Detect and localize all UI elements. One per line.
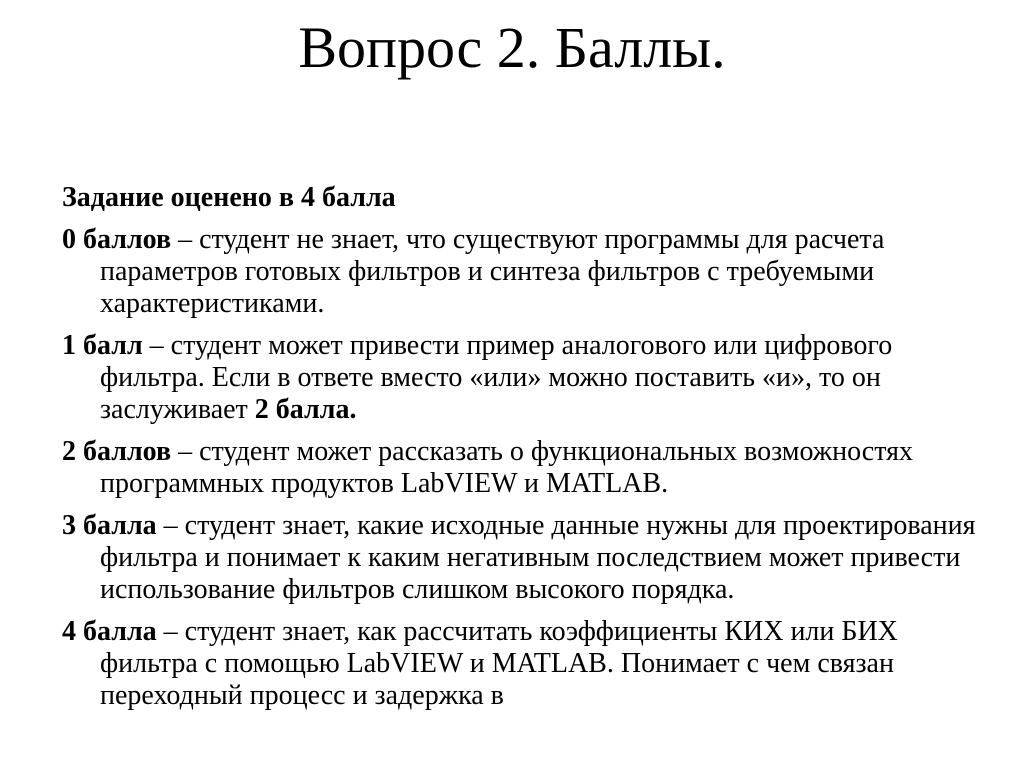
intro-text: Задание оценено в 4 балла xyxy=(62,182,396,213)
criterion-3 xyxy=(62,510,982,606)
criterion-0 xyxy=(62,224,982,320)
criterion-text: – студент может рассказать о функциональных возможностях программных продуктов LabVIEW и MATLAB. xyxy=(100,436,913,499)
criterion-emphasis: 2 балла. xyxy=(254,394,357,425)
criterion-2 xyxy=(62,436,982,500)
criterion-text: – студент знает, как рассчитать коэффициенты КИХ или БИХ фильтра с помощью LabVIEW и MATLAB. Понимает с чем связан переходный процесс и задержка в xyxy=(100,616,898,711)
slide-content xyxy=(62,182,982,722)
criterion-score: 3 балла xyxy=(62,510,157,541)
criterion-text: – студент может привести пример аналогового или цифрового фильтра. Если в ответе вместо «или» можно поставить «и», то он заслуживает xyxy=(100,330,893,425)
criterion-score: 4 балла xyxy=(62,616,157,647)
criterion-text: – студент не знает, что существуют программы для расчета параметров готовых фильтров и синтеза фильтров с требуемыми характеристиками. xyxy=(100,224,885,319)
criterion-score: 0 баллов xyxy=(62,224,172,255)
criterion-score: 1 балл xyxy=(62,330,143,361)
criterion-score: 2 баллов xyxy=(62,436,172,467)
criterion-text: – студент знает, какие исходные данные нужны для проектирования фильтра и понимает к каким негативным последствием может привести использование фильтров слишком высокого порядка. xyxy=(100,510,976,605)
criterion-4 xyxy=(62,616,982,712)
criterion-1 xyxy=(62,330,982,426)
slide-title: Вопрос 2. Баллы. xyxy=(298,15,726,80)
